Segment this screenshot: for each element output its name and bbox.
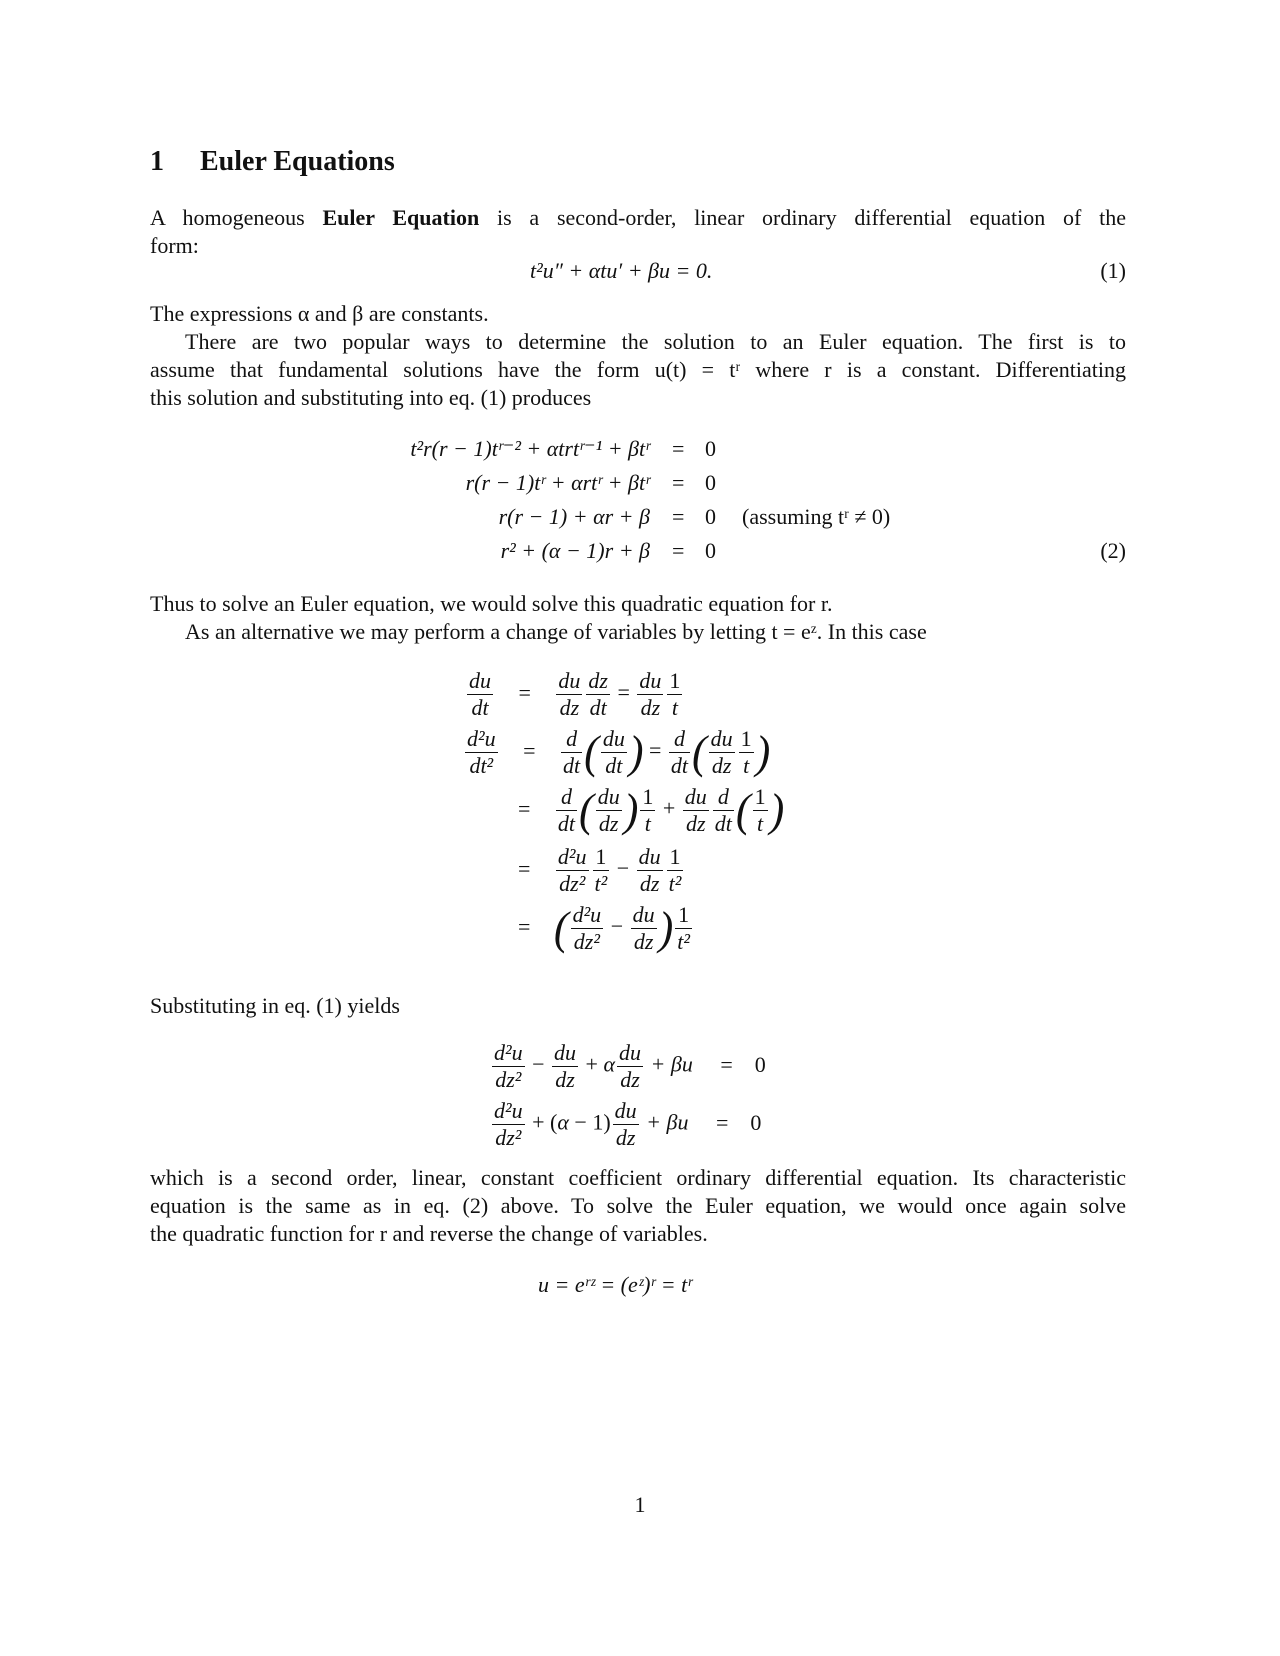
constants-line: The expressions α and β are constants. [150,301,489,326]
deriv-row-3: = $\frac{d}{dt}$ ( $\frac{du}{dz}$ ) $\frac{1}{t}$ + $\frac{du}{dz}$ $\frac{d}{dt}$ ( $\frac{1}{t}$ ) [518,784,785,836]
deriv-row-5: = ( $\frac{\text{d²u}}{\text{dz²}}$ − $\frac{du}{dz}$ ) $\frac{1}{\text{t²}}$ [518,902,690,954]
para4-line-2: equation is the same as in eq. (2) above. To solve the Euler equation, we would once again solve [150,1193,1126,1218]
eq2-row-3-rhs: 0 [705,504,716,529]
substituting-line: Substituting in eq. (1) yields [150,993,400,1018]
para4-line-1: which is a second order, linear, constant coefficient ordinary differential equation. Its characteristic [150,1165,1126,1190]
final-equation: u = eʳᶻ = (eᶻ)ʳ = tʳ [538,1272,693,1297]
para2-line-2: assume that fundamental solutions have the form u(t) = tʳ where r is a constant. Differentiating [150,357,1126,382]
deriv-row-1: $\frac{du}{dt}$ = $\frac{du}{dz}$ $\frac{dz}{dt}$ = $\frac{du}{dz}$ $\frac{1}{t}$ [469,668,681,720]
eq2-row-2-rhs: 0 [705,470,716,495]
eq2-row-4-rel: = [672,538,685,563]
page-number: 1 [634,1492,646,1517]
section-number: 1 [150,146,164,177]
deriv-row-2: $\frac{\text{d²u}}{\text{dt²}}$ = $\frac{d}{dt}$ ( $\frac{du}{dt}$ ) = $\frac{d}{dt}$ ( $\frac{du}{dz}$ $\frac{1}{t}$ ) [467,726,771,778]
deriv-row-4: = $\frac{\text{d²u}}{\text{dz²}}$ $\frac{1}{\text{t²}}$ − $\frac{du}{dz}$ $\frac{1}{\text{t²}}$ [518,844,682,896]
eq2-row-1-rhs: 0 [705,436,716,461]
para2-line-3: this solution and substituting into eq. (1) produces [150,385,592,410]
transformed-row-1: $\frac{\text{d²u}}{\text{dz²}}$ − $\frac{du}{dz}$ + α $\frac{du}{dz}$ + βu = 0 [494,1040,766,1092]
equation-1: t²u″ + αtu′ + βu = 0. [530,258,713,283]
section-title: Euler Equations [200,146,395,177]
intro-bold-term: Euler Equation [322,205,480,230]
eq2-row-4-rhs: 0 [705,538,716,563]
intro-line-2: form: [150,233,199,258]
intro-line-1 [150,204,1126,232]
para3-line-2: As an alternative we may perform a change of variables by letting t = eᶻ. In this case [185,619,927,644]
intro-rest: is a second-order, linear ordinary differential equation of the [479,205,1126,230]
eq2-row-3-rel: = [672,504,685,529]
para3-line-1: Thus to solve an Euler equation, we would solve this quadratic equation for r. [150,591,833,616]
eq2-row-1-rel: = [672,436,685,461]
eq2-row-2-rel: = [672,470,685,495]
transformed-row-2: $\frac{\text{d²u}}{\text{dz²}}$ + (α − 1) $\frac{du}{dz}$ + βu = 0 [494,1098,762,1150]
eq2-row-2-lhs: r(r − 1)tʳ + αrtʳ + βtʳ [465,470,650,495]
intro-lead: A homogeneous [150,205,323,230]
equation-1-number: (1) [1100,258,1126,283]
equation-2-number: (2) [1100,538,1126,563]
eq2-row-1-lhs: t²r(r − 1)tʳ⁻² + αtrtʳ⁻¹ + βtʳ [410,436,650,461]
section-heading [150,146,395,178]
para4-line-3: the quadratic function for r and reverse the change of variables. [150,1221,708,1246]
para2-line-1: There are two popular ways to determine the solution to an Euler equation. The first is to [185,329,1126,354]
eq2-row-4-lhs: r² + (α − 1)r + β [500,538,650,563]
eq2-row-3-note: (assuming tʳ ≠ 0) [742,504,891,529]
eq2-row-3-lhs: r(r − 1) + αr + β [498,504,650,529]
